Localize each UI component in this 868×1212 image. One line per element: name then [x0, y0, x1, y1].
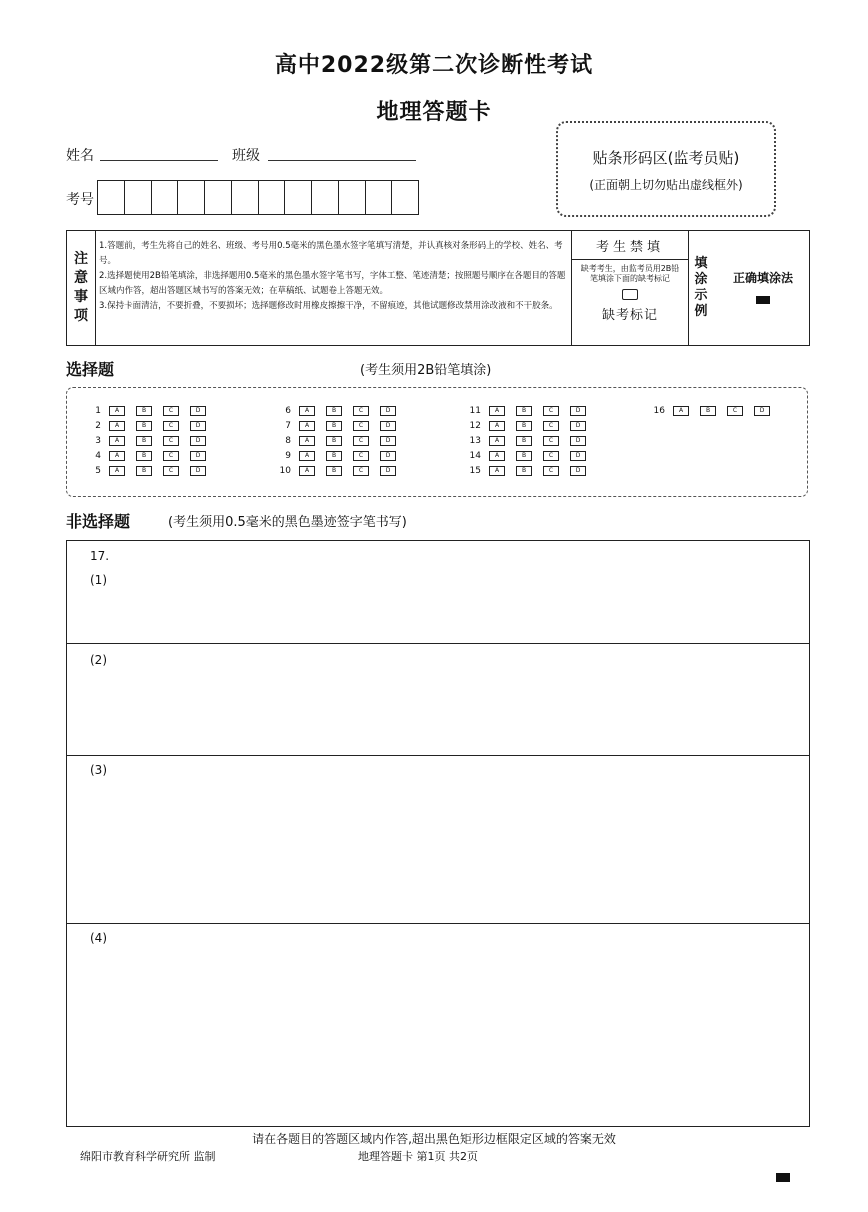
question-number: 6 — [285, 406, 291, 416]
question-row — [87, 406, 217, 416]
option-bubble-a[interactable]: A — [299, 406, 315, 416]
option-bubble-b[interactable]: B — [136, 451, 152, 461]
option-bubble-a[interactable]: A — [673, 406, 689, 416]
option-bubble-b[interactable]: B — [700, 406, 716, 416]
absent-mark-label: 缺考标记 — [601, 308, 658, 323]
option-bubble-a[interactable]: A — [109, 406, 125, 416]
option-bubble-d[interactable]: D — [570, 436, 586, 446]
notice-item: 2.选择题使用2B铅笔填涂，非选择题用0.5毫米的黑色墨水签字笔书写，字体工整、笔迹清楚；按照题号顺序在各题目的答题区域内作答，超出答题区域书写的答案无效；在草稿纸、试题卷上答题无效。 — [99, 271, 566, 296]
notice-text — [99, 239, 569, 314]
option-bubble-d[interactable]: D — [754, 406, 770, 416]
question-number: 5 — [95, 466, 101, 476]
option-bubble-b[interactable]: B — [136, 436, 152, 446]
question-number: 16 — [653, 406, 665, 416]
option-bubble-b[interactable]: B — [516, 436, 532, 446]
question-number: 9 — [285, 451, 291, 461]
option-bubble-a[interactable]: A — [489, 466, 505, 476]
option-bubble-a[interactable]: A — [299, 451, 315, 461]
exam-title: 高中2022级第二次诊断性考试 — [274, 53, 594, 78]
question-number: 1 — [95, 406, 101, 416]
part-label: (1) — [90, 573, 107, 587]
option-bubble-c[interactable]: C — [353, 451, 369, 461]
nonchoice-title: 非选择题 — [66, 512, 131, 531]
question-row — [467, 436, 597, 446]
question-number: 7 — [285, 421, 291, 431]
option-bubble-a[interactable]: A — [489, 436, 505, 446]
option-bubble-c[interactable]: C — [163, 466, 179, 476]
notice-side-label: 注 意 事 项 — [67, 231, 96, 345]
option-bubble-b[interactable]: B — [136, 406, 152, 416]
choice-note: (考生须用2B铅笔填涂) — [360, 363, 492, 378]
option-bubble-b[interactable]: B — [136, 421, 152, 431]
option-bubble-c[interactable]: C — [353, 421, 369, 431]
option-bubble-a[interactable]: A — [489, 421, 505, 431]
option-bubble-c[interactable]: C — [543, 451, 559, 461]
option-bubble-c[interactable]: C — [353, 436, 369, 446]
option-bubble-b[interactable]: B — [326, 421, 342, 431]
notice-item: 3.保持卡面清洁，不要折叠，不要损坏；选择题修改时用橡皮擦擦干净，不留痕迹，其他试题修改禁用涂改液和不干胶条。 — [99, 301, 558, 311]
absent-mark-box[interactable] — [622, 289, 638, 300]
answer-area[interactable] — [66, 540, 810, 1127]
question-row — [651, 406, 781, 416]
option-bubble-b[interactable]: B — [326, 466, 342, 476]
forbid-text: 缺考考生，由监考员用2B铅笔填涂下面的缺考标记 — [580, 264, 680, 283]
option-bubble-d[interactable]: D — [380, 451, 396, 461]
option-bubble-c[interactable]: C — [353, 466, 369, 476]
option-bubble-a[interactable]: A — [109, 421, 125, 431]
option-bubble-c[interactable]: C — [543, 421, 559, 431]
answer-part-3[interactable] — [67, 755, 809, 923]
question-row — [87, 421, 217, 431]
forbid-section — [571, 231, 689, 345]
footer-warning: 请在各题目的答题区域内作答,超出黑色矩形边框限定区域的答案无效 — [252, 1132, 616, 1146]
option-bubble-b[interactable]: B — [516, 451, 532, 461]
question-number: 10 — [279, 466, 291, 476]
example-correct: 正确填涂法 — [719, 269, 807, 304]
option-bubble-b[interactable]: B — [326, 406, 342, 416]
option-bubble-c[interactable]: C — [543, 466, 559, 476]
choice-grid — [66, 387, 808, 497]
option-bubble-d[interactable]: D — [190, 466, 206, 476]
barcode-area — [556, 121, 776, 217]
nonchoice-note: (考生须用0.5毫米的黑色墨迹签字笔书写) — [168, 515, 407, 530]
question-number: 13 — [469, 436, 481, 446]
question-row — [87, 451, 217, 461]
option-bubble-c[interactable]: C — [163, 451, 179, 461]
option-bubble-d[interactable]: D — [190, 451, 206, 461]
question-number: 2 — [95, 421, 101, 431]
question-row — [87, 436, 217, 446]
choice-title: 选择题 — [66, 360, 115, 379]
option-bubble-a[interactable]: A — [299, 436, 315, 446]
barcode-title: 贴条形码区(监考员贴) — [592, 149, 740, 167]
option-bubble-c[interactable]: C — [163, 436, 179, 446]
question-number: 15 — [469, 466, 481, 476]
notice-item: 1.答题前，考生先将自己的姓名、班级、考号用0.5毫米的黑色墨水签字笔填写清楚，并认真核对条形码上的学校、姓名、考号。 — [99, 241, 563, 266]
option-bubble-d[interactable]: D — [380, 466, 396, 476]
option-bubble-d[interactable]: D — [570, 451, 586, 461]
part-label: (2) — [90, 653, 107, 667]
barcode-note: (正面朝上切勿贴出虚线框外) — [589, 178, 743, 192]
question-row — [87, 466, 217, 476]
option-bubble-a[interactable]: A — [109, 451, 125, 461]
question-row — [467, 406, 597, 416]
answer-part-1[interactable] — [67, 541, 809, 643]
option-bubble-d[interactable]: D — [380, 406, 396, 416]
question-number: 11 — [469, 406, 481, 416]
footer-org: 绵阳市教育科学研究所 监制 — [80, 1150, 216, 1163]
forbid-title: 考生禁填 — [572, 231, 688, 260]
option-bubble-c[interactable]: C — [163, 421, 179, 431]
option-bubble-c[interactable]: C — [727, 406, 743, 416]
option-bubble-a[interactable]: A — [109, 466, 125, 476]
option-bubble-b[interactable]: B — [136, 466, 152, 476]
question-number: 14 — [469, 451, 481, 461]
option-bubble-b[interactable]: B — [326, 436, 342, 446]
question-row — [277, 466, 407, 476]
option-bubble-d[interactable]: D — [570, 421, 586, 431]
option-bubble-d[interactable]: D — [380, 436, 396, 446]
option-bubble-a[interactable]: A — [489, 406, 505, 416]
id-grid[interactable] — [97, 180, 419, 215]
part-label: (3) — [90, 763, 107, 777]
question-row — [277, 421, 407, 431]
option-bubble-d[interactable]: D — [570, 406, 586, 416]
card-subtitle: 地理答题卡 — [376, 100, 492, 125]
example-side-label: 填 涂 示 例 — [694, 256, 708, 319]
filled-mark-icon — [756, 296, 770, 304]
option-bubble-b[interactable]: B — [516, 466, 532, 476]
option-bubble-c[interactable]: C — [353, 406, 369, 416]
question-row — [467, 451, 597, 461]
id-label: 考号 — [66, 192, 94, 208]
question-number: 4 — [95, 451, 101, 461]
question-number: 17. — [90, 549, 110, 563]
question-row — [277, 406, 407, 416]
option-bubble-a[interactable]: A — [109, 436, 125, 446]
question-row — [467, 466, 597, 476]
option-bubble-c[interactable]: C — [543, 436, 559, 446]
option-bubble-a[interactable]: A — [299, 466, 315, 476]
answer-part-4[interactable] — [67, 923, 809, 1126]
option-bubble-a[interactable]: A — [489, 451, 505, 461]
question-number: 12 — [469, 421, 481, 431]
notice-box — [66, 230, 810, 346]
question-row — [467, 421, 597, 431]
option-bubble-b[interactable]: B — [326, 451, 342, 461]
option-bubble-d[interactable]: D — [380, 421, 396, 431]
option-bubble-d[interactable]: D — [570, 466, 586, 476]
option-bubble-d[interactable]: D — [190, 406, 206, 416]
alignment-mark — [776, 1173, 790, 1182]
part-label: (4) — [90, 931, 107, 945]
footer-page: 地理答题卡 第1页 共2页 — [358, 1150, 478, 1163]
option-bubble-b[interactable]: B — [516, 421, 532, 431]
class-field[interactable] — [268, 160, 416, 161]
option-bubble-c[interactable]: C — [163, 406, 179, 416]
question-row — [277, 451, 407, 461]
answer-part-2[interactable] — [67, 643, 809, 755]
question-number: 3 — [95, 436, 101, 446]
name-label: 姓名 — [66, 148, 94, 164]
question-row — [277, 436, 407, 446]
option-bubble-b[interactable]: B — [516, 406, 532, 416]
name-field[interactable] — [100, 160, 218, 161]
option-bubble-d[interactable]: D — [190, 436, 206, 446]
option-bubble-a[interactable]: A — [299, 421, 315, 431]
class-label: 班级 — [232, 148, 260, 164]
option-bubble-d[interactable]: D — [190, 421, 206, 431]
option-bubble-c[interactable]: C — [543, 406, 559, 416]
question-number: 8 — [285, 436, 291, 446]
